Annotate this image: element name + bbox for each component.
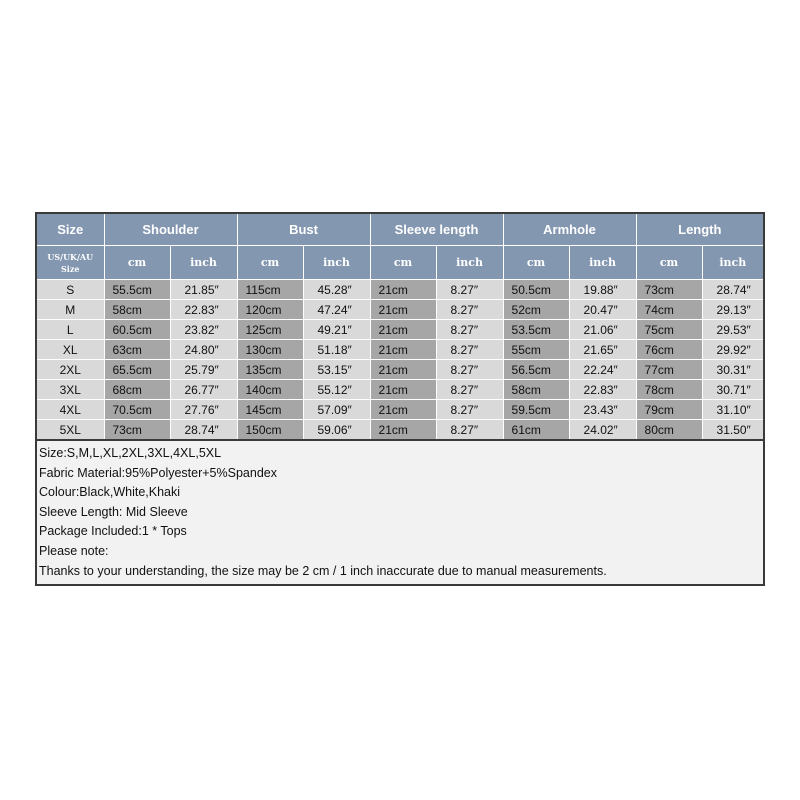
size-region-header: US/UK/AU Size [37, 246, 104, 280]
bust-inch-unit-header: inch [303, 246, 370, 280]
shoulder-inch-cell: 27.76″ [170, 400, 237, 420]
sleeve-length-inch-cell: 8.27″ [436, 420, 503, 440]
sleeve-length-inch-cell: 8.27″ [436, 340, 503, 360]
note-line: Thanks to your understanding, the size may be 2 cm / 1 inch inaccurate due to manual measurements. [39, 563, 607, 578]
note-line: Package Included:1 * Tops [39, 524, 187, 539]
armhole-cm-cell: 56.5cm [503, 360, 569, 380]
shoulder-inch-cell: 22.83″ [170, 300, 237, 320]
sleeve-length-inch-cell: 8.27″ [436, 320, 503, 340]
note-line: Sleeve Length: Mid Sleeve [39, 504, 188, 519]
size-cell: XL [37, 340, 104, 360]
shoulder-inch-cell: 21.85″ [170, 280, 237, 300]
size-chart [35, 212, 765, 586]
size-cell: 4XL [37, 400, 104, 420]
size-cell: 3XL [37, 380, 104, 400]
shoulder-inch-cell: 25.79″ [170, 360, 237, 380]
shoulder-cm-unit-header: cm [104, 246, 170, 280]
armhole-cm-cell: 59.5cm [503, 400, 569, 420]
length-inch-cell: 31.50″ [702, 420, 763, 440]
armhole-cm-cell: 53.5cm [503, 320, 569, 340]
length-inch-cell: 29.92″ [702, 340, 763, 360]
sleeve-length-cm-cell: 21cm [370, 400, 436, 420]
length-inch-cell: 28.74″ [702, 280, 763, 300]
size-cell: 2XL [37, 360, 104, 380]
length-inch-cell: 29.53″ [702, 320, 763, 340]
bust-inch-cell: 51.18″ [303, 340, 370, 360]
length-cm-cell: 80cm [636, 420, 702, 440]
bust-cm-cell: 145cm [237, 400, 303, 420]
sleeve-length-cm-cell: 21cm [370, 340, 436, 360]
bust-cm-cell: 140cm [237, 380, 303, 400]
sleeve-length-cm-cell: 21cm [370, 280, 436, 300]
size-cell: M [37, 300, 104, 320]
size-table [37, 214, 763, 439]
armhole-cm-cell: 55cm [503, 340, 569, 360]
table-row [37, 320, 763, 340]
bust-inch-cell: 47.24″ [303, 300, 370, 320]
sleeve-length-inch-cell: 8.27″ [436, 360, 503, 380]
bust-cm-cell: 115cm [237, 280, 303, 300]
length-cm-cell: 73cm [636, 280, 702, 300]
length-inch-cell: 30.71″ [702, 380, 763, 400]
length-cm-unit-header: cm [636, 246, 702, 280]
sleeve-length-cm-unit-header: cm [370, 246, 436, 280]
table-row [37, 400, 763, 420]
armhole-inch-cell: 20.47″ [569, 300, 636, 320]
length-inch-cell: 29.13″ [702, 300, 763, 320]
armhole-cm-unit-header: cm [503, 246, 569, 280]
note-line: Fabric Material:95%Polyester+5%Spandex [39, 465, 277, 480]
length-cm-cell: 74cm [636, 300, 702, 320]
length-cm-cell: 78cm [636, 380, 702, 400]
bust-inch-cell: 57.09″ [303, 400, 370, 420]
length-header: Length [636, 214, 763, 246]
size-cell: 5XL [37, 420, 104, 440]
length-cm-cell: 75cm [636, 320, 702, 340]
bust-cm-cell: 120cm [237, 300, 303, 320]
armhole-inch-unit-header: inch [569, 246, 636, 280]
sleeve-length-cm-cell: 21cm [370, 300, 436, 320]
note-line: Size:S,M,L,XL,2XL,3XL,4XL,5XL [39, 446, 222, 460]
shoulder-cm-cell: 65.5cm [104, 360, 170, 380]
length-inch-unit-header: inch [702, 246, 763, 280]
shoulder-cm-cell: 55.5cm [104, 280, 170, 300]
sleeve-length-cm-cell: 21cm [370, 420, 436, 440]
bust-cm-cell: 135cm [237, 360, 303, 380]
table-row [37, 420, 763, 440]
armhole-inch-cell: 21.65″ [569, 340, 636, 360]
shoulder-inch-cell: 23.82″ [170, 320, 237, 340]
shoulder-cm-cell: 63cm [104, 340, 170, 360]
table-row [37, 380, 763, 400]
sleeve-length-inch-cell: 8.27″ [436, 400, 503, 420]
bust-cm-cell: 130cm [237, 340, 303, 360]
header-row [37, 214, 763, 246]
size-cell: S [37, 280, 104, 300]
bust-inch-cell: 49.21″ [303, 320, 370, 340]
shoulder-cm-cell: 60.5cm [104, 320, 170, 340]
armhole-cm-cell: 58cm [503, 380, 569, 400]
armhole-inch-cell: 22.83″ [569, 380, 636, 400]
bust-inch-cell: 45.28″ [303, 280, 370, 300]
sleeve-length-inch-cell: 8.27″ [436, 280, 503, 300]
sleeve-length-cm-cell: 21cm [370, 380, 436, 400]
sleeve-length-header: Sleeve length [370, 214, 503, 246]
shoulder-inch-cell: 26.77″ [170, 380, 237, 400]
shoulder-inch-cell: 28.74″ [170, 420, 237, 440]
bust-inch-cell: 55.12″ [303, 380, 370, 400]
sleeve-length-cm-cell: 21cm [370, 320, 436, 340]
shoulder-inch-cell: 24.80″ [170, 340, 237, 360]
shoulder-header: Shoulder [104, 214, 237, 246]
sleeve-length-inch-unit-header: inch [436, 246, 503, 280]
armhole-inch-cell: 23.43″ [569, 400, 636, 420]
length-cm-cell: 76cm [636, 340, 702, 360]
armhole-inch-cell: 19.88″ [569, 280, 636, 300]
armhole-cm-cell: 50.5cm [503, 280, 569, 300]
armhole-inch-cell: 24.02″ [569, 420, 636, 440]
table-row [37, 340, 763, 360]
sleeve-length-inch-cell: 8.27″ [436, 380, 503, 400]
table-row [37, 280, 763, 300]
shoulder-cm-cell: 58cm [104, 300, 170, 320]
unit-header-row [37, 246, 763, 280]
size-cell: L [37, 320, 104, 340]
sleeve-length-inch-cell: 8.27″ [436, 300, 503, 320]
armhole-header: Armhole [503, 214, 636, 246]
length-cm-cell: 79cm [636, 400, 702, 420]
table-body [37, 280, 763, 440]
sleeve-length-cm-cell: 21cm [370, 360, 436, 380]
shoulder-cm-cell: 70.5cm [104, 400, 170, 420]
table-row [37, 360, 763, 380]
armhole-inch-cell: 21.06″ [569, 320, 636, 340]
length-inch-cell: 31.10″ [702, 400, 763, 420]
armhole-cm-cell: 52cm [503, 300, 569, 320]
bust-header: Bust [237, 214, 370, 246]
bust-cm-cell: 150cm [237, 420, 303, 440]
armhole-cm-cell: 61cm [503, 420, 569, 440]
size-header: Size [37, 214, 104, 246]
table-row [37, 300, 763, 320]
bust-cm-cell: 125cm [237, 320, 303, 340]
bust-cm-unit-header: cm [237, 246, 303, 280]
note-line: Please note: [39, 543, 109, 558]
length-cm-cell: 77cm [636, 360, 702, 380]
shoulder-cm-cell: 68cm [104, 380, 170, 400]
bust-inch-cell: 59.06″ [303, 420, 370, 440]
bust-inch-cell: 53.15″ [303, 360, 370, 380]
product-notes [37, 439, 763, 581]
shoulder-inch-unit-header: inch [170, 246, 237, 280]
length-inch-cell: 30.31″ [702, 360, 763, 380]
armhole-inch-cell: 22.24″ [569, 360, 636, 380]
shoulder-cm-cell: 73cm [104, 420, 170, 440]
note-line: Colour:Black,White,Khaki [39, 485, 181, 500]
